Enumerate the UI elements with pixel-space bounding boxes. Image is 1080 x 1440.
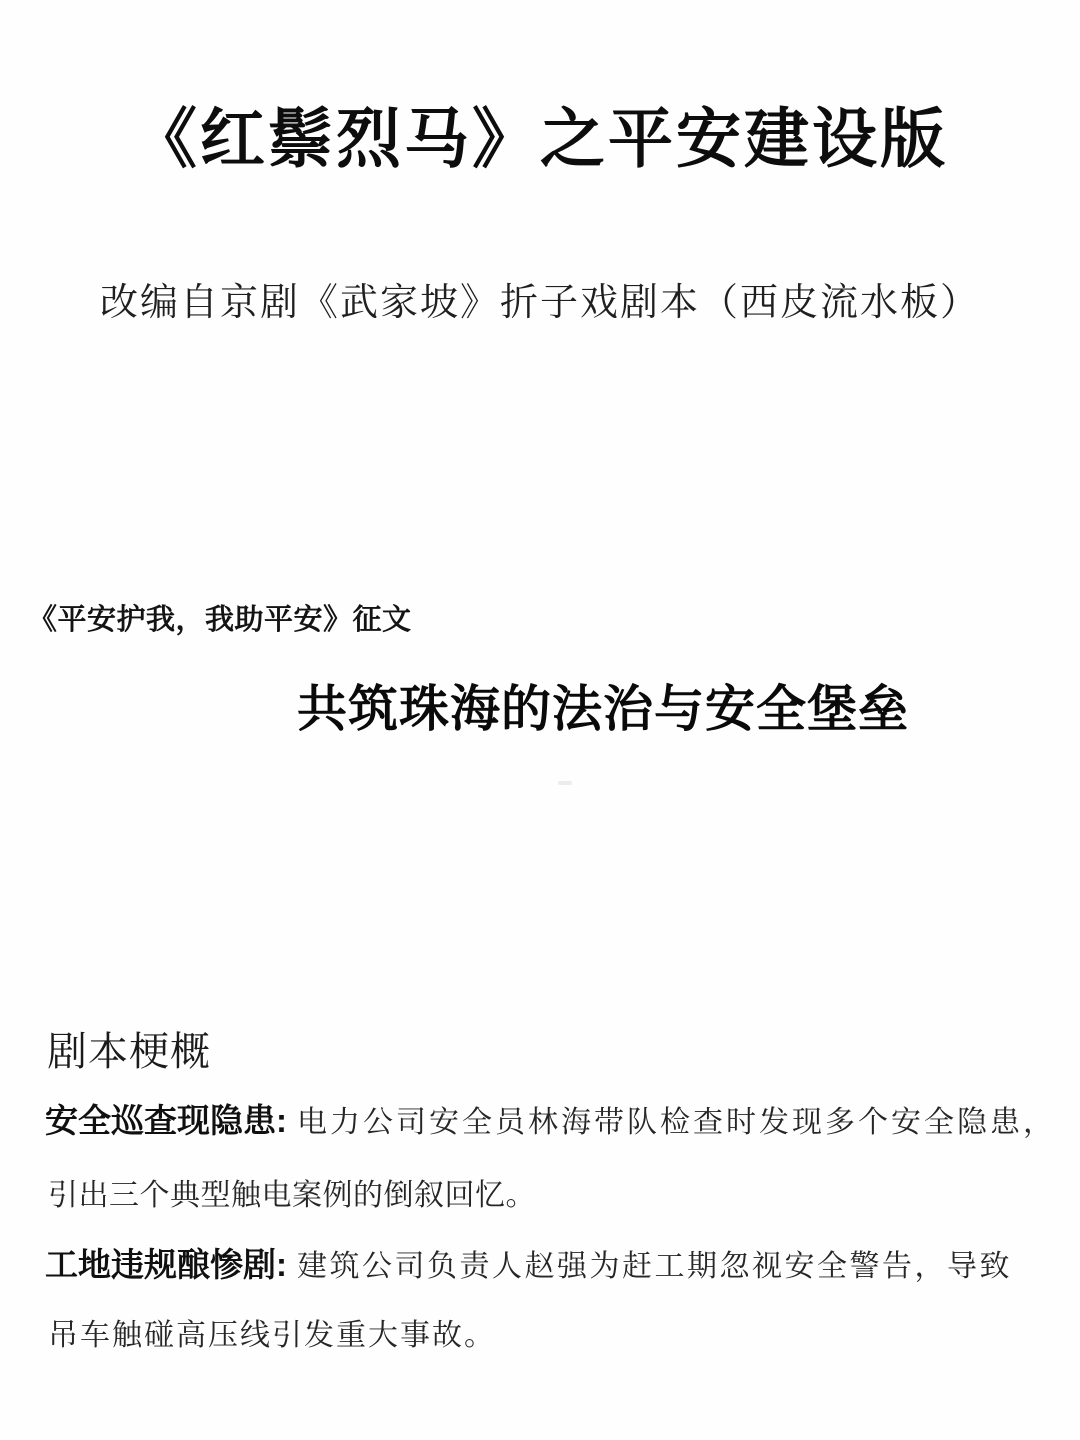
paragraph-2-lead: 工地违规酿惨剧: [45,1246,287,1283]
essay-call-label: 《平安护我，我助平安》征文 [28,604,412,636]
document-subtitle: 改编自京剧《武家坡》折子戏剧本（西皮流水板） [99,282,980,324]
essay-heading: 共筑珠海的法治与安全堡垒 [297,681,909,737]
paragraph-2-text-line-1: 建筑公司负责人赵强为赶工期忽视安全警告，导致 [297,1250,1012,1283]
synopsis-paragraph-2-line-2 [48,1316,496,1361]
scan-smudge-mark [558,781,572,785]
paragraph-2-text-line-2: 吊车触碰高压线引发重大事故。 [48,1319,496,1352]
paragraph-1-lead: 安全巡查现隐患: [45,1102,287,1139]
synopsis-paragraph-2-line-1 [45,1245,1012,1292]
paragraph-1-text-line-1: 电力公司安全员林海带队检查时发现多个安全隐患， [297,1106,1056,1139]
paragraph-1-text-line-2: 引出三个典型触电案例的倒叙回忆。 [48,1179,536,1212]
document-title: 《红鬃烈马》之平安建设版 [131,104,948,176]
synopsis-section-title: 剧本梗概 [47,1029,211,1074]
synopsis-paragraph-1-line-1 [45,1101,1056,1148]
synopsis-paragraph-1-line-2 [48,1176,536,1221]
